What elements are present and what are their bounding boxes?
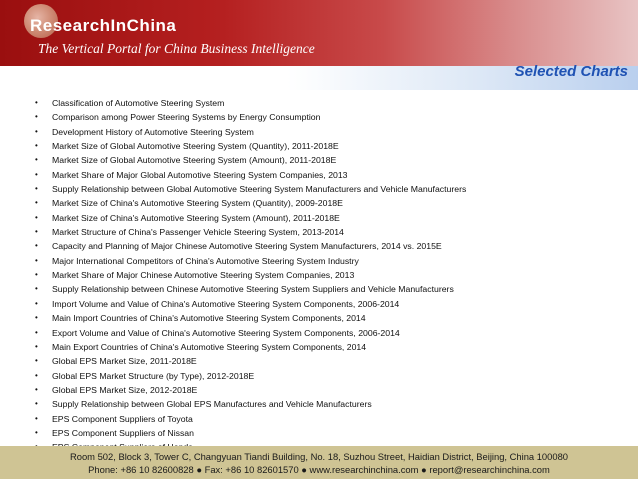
header-banner xyxy=(0,0,638,66)
bullet-icon: • xyxy=(35,126,38,136)
list-item xyxy=(0,96,638,110)
list-item xyxy=(0,297,638,311)
list-item xyxy=(0,225,638,239)
list-item-text: Market Share of Major Chinese Automotive Steering System Companies, 2013 xyxy=(52,270,355,281)
footer-address: Room 502, Block 3, Tower C, Changyuan Tiandi Building, No. 18, Suzhou Street, Haidian District, Beijing, China 100080 xyxy=(69,451,569,462)
list-item xyxy=(0,282,638,296)
list-item-text: Global EPS Market Size, 2011-2018E xyxy=(52,356,197,367)
bullet-icon: • xyxy=(35,169,38,179)
list-item-text: Import Volume and Value of China's Automotive Steering System Components, 2006-2014 xyxy=(52,298,400,309)
list-item-text: Market Structure of China's Passenger Vehicle Steering System, 2013-2014 xyxy=(52,227,344,238)
list-item xyxy=(0,426,638,440)
list-item xyxy=(0,211,638,225)
list-item-text: EPS Component Suppliers of Nissan xyxy=(52,427,194,438)
list-item xyxy=(0,168,638,182)
bullet-icon: • xyxy=(35,370,38,380)
list-item xyxy=(0,239,638,253)
bullet-icon: • xyxy=(35,184,38,194)
bullet-icon: • xyxy=(35,255,38,265)
list-item-text: Market Size of Global Automotive Steering System (Quantity), 2011-2018E xyxy=(52,141,339,152)
list-item xyxy=(0,340,638,354)
list-item xyxy=(0,125,638,139)
list-item xyxy=(0,254,638,268)
list-item xyxy=(0,383,638,397)
list-item-text: Global EPS Market Structure (by Type), 2012-2018E xyxy=(52,370,255,381)
list-item xyxy=(0,369,638,383)
list-item xyxy=(0,153,638,167)
bullet-icon: • xyxy=(35,198,38,208)
list-item-text: Main Export Countries of China's Automotive Steering System Components, 2014 xyxy=(52,341,367,352)
logo-text: ResearchInChina xyxy=(30,16,177,35)
bullet-icon: • xyxy=(35,270,38,280)
bullet-icon: • xyxy=(35,341,38,351)
bullet-icon: • xyxy=(35,427,38,437)
list-item-text: Supply Relationship between Global Automotive Steering System Manufacturers and Vehicle Manufacturers xyxy=(52,184,467,195)
list-item xyxy=(0,196,638,210)
list-item-text: Development History of Automotive Steering System xyxy=(52,126,254,137)
logo xyxy=(30,8,176,36)
list-item xyxy=(0,268,638,282)
section-title: Selected Charts xyxy=(514,63,628,80)
list-item xyxy=(0,397,638,411)
bullet-icon: • xyxy=(35,399,38,409)
list-item xyxy=(0,354,638,368)
bullet-icon: • xyxy=(35,313,38,323)
bullet-icon: • xyxy=(35,327,38,337)
bullet-icon: • xyxy=(35,284,38,294)
bullet-icon: • xyxy=(35,212,38,222)
list-item-text: Market Size of China's Automotive Steering System (Amount), 2011-2018E xyxy=(52,212,340,223)
list-item xyxy=(0,139,638,153)
bullet-icon: • xyxy=(35,155,38,165)
list-item xyxy=(0,412,638,426)
list-item xyxy=(0,311,638,325)
bullet-icon: • xyxy=(35,384,38,394)
bullet-icon: • xyxy=(35,298,38,308)
list-item-text: Major International Competitors of China's Automotive Steering System Industry xyxy=(52,255,359,266)
list-item-text: Capacity and Planning of Major Chinese Automotive Steering System Manufacturers, 2014 vs. 2015E xyxy=(52,241,442,252)
list-item-text: Main Import Countries of China's Automotive Steering System Components, 2014 xyxy=(52,313,366,324)
list-item xyxy=(0,110,638,124)
list-item-text: Market Share of Major Global Automotive Steering System Companies, 2013 xyxy=(52,169,348,180)
footer-contact: Phone: +86 10 82600828 ● Fax: +86 10 82601570 ● www.researchinchina.com ● report@researchinchina.com xyxy=(88,464,550,475)
bullet-icon: • xyxy=(35,413,38,423)
list-item xyxy=(0,182,638,196)
bullet-icon: • xyxy=(35,227,38,237)
chart-list xyxy=(0,96,638,455)
bullet-icon: • xyxy=(35,241,38,251)
list-item-text: Export Volume and Value of China's Automotive Steering System Components, 2006-2014 xyxy=(52,327,400,338)
bullet-icon: • xyxy=(35,112,38,122)
footer xyxy=(0,446,638,479)
list-item-text: Market Size of Global Automotive Steering System (Amount), 2011-2018E xyxy=(52,155,337,166)
tagline: The Vertical Portal for China Business Intelligence xyxy=(38,41,315,56)
list-item-text: Market Size of China's Automotive Steering System (Quantity), 2009-2018E xyxy=(52,198,343,209)
bullet-icon: • xyxy=(35,356,38,366)
bullet-icon: • xyxy=(35,141,38,151)
list-item-text: Global EPS Market Size, 2012-2018E xyxy=(52,384,198,395)
bullet-icon: • xyxy=(35,98,38,107)
list-item-text: Supply Relationship between Global EPS Manufactures and Vehicle Manufacturers xyxy=(52,399,372,410)
list-item-text: Supply Relationship between Chinese Automotive Steering System Suppliers and Vehicle Manufacturers xyxy=(52,284,454,295)
list-item-text: Comparison among Power Steering Systems by Energy Consumption xyxy=(52,112,321,123)
list-item xyxy=(0,326,638,340)
list-item-text: EPS Component Suppliers of Toyota xyxy=(52,413,193,424)
list-item-text: Classification of Automotive Steering System xyxy=(52,98,225,108)
